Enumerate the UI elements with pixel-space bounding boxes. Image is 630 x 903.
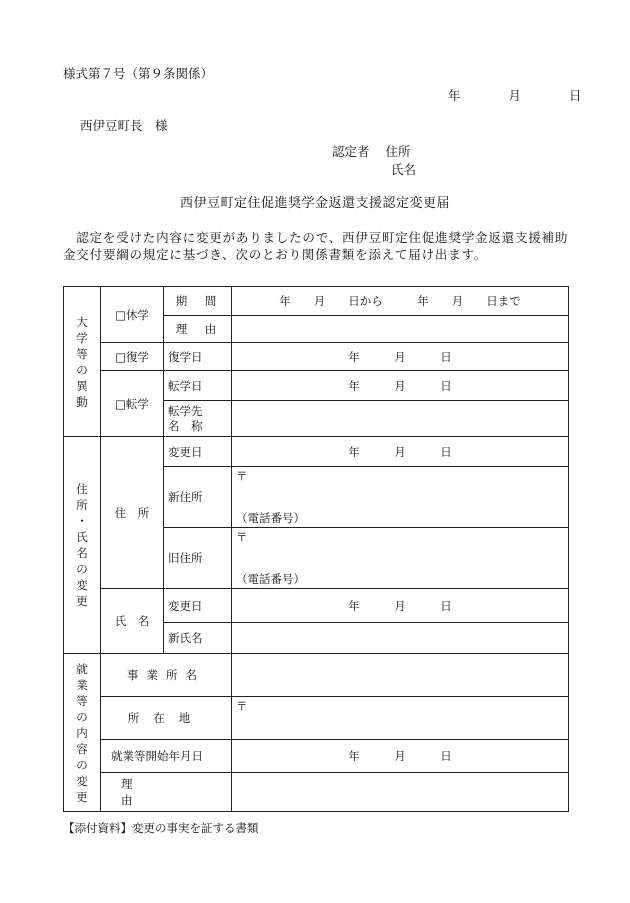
location-postal-mark: 〒 [236, 699, 248, 713]
new-postal-mark: 〒 [236, 469, 248, 483]
old-address-field[interactable] [232, 528, 569, 589]
old-phone-label: （電話番号） [236, 572, 305, 586]
transfer-dest-label: 転学先 名 称 [164, 401, 232, 437]
leave-period-field[interactable]: 年 月 日から 年 月 日まで [232, 287, 569, 316]
employment-reason-label: 理由 [101, 773, 232, 812]
name-change-date-label: 変更日 [164, 589, 232, 623]
new-name-field[interactable] [232, 623, 569, 654]
return-date-field[interactable]: 年 月 日 [232, 343, 569, 371]
applicant-name-label: 氏名 [391, 162, 417, 177]
leave-period-label: 期 間 [164, 287, 232, 316]
section-heading-university: 大 学 等 の 異 動 [64, 287, 101, 437]
change-form-table [63, 286, 569, 812]
transfer-date-field[interactable]: 年 月 日 [232, 371, 569, 401]
leave-reason-label: 理 由 [164, 316, 232, 343]
date-day: 日 [568, 88, 582, 103]
return-checkbox[interactable]: □復学 [101, 343, 164, 371]
name-label: 氏 名 [101, 589, 164, 654]
attachment-note: 【添付資料】変更の事実を証する書類 [63, 821, 259, 835]
applicant-label: 認定者 [332, 144, 370, 159]
addressee: 西伊豆町長 様 [80, 118, 168, 133]
old-address-label: 旧住所 [164, 528, 232, 589]
new-name-label: 新氏名 [164, 623, 232, 654]
applicant-address-label: 住所 [385, 144, 411, 159]
return-date-label: 復学日 [164, 343, 232, 371]
address-change-date-label: 変更日 [164, 437, 232, 467]
location-label: 所在地 [101, 697, 232, 740]
date-month: 月 [508, 88, 521, 103]
employment-reason-field[interactable] [232, 773, 569, 812]
location-field[interactable] [232, 697, 569, 740]
document-title: 西伊豆町定住促進奨学金返還支援認定変更届 [179, 196, 450, 211]
leave-reason-field[interactable] [232, 316, 569, 343]
name-change-date-field[interactable]: 年 月 日 [232, 589, 569, 623]
old-postal-mark: 〒 [236, 530, 248, 544]
office-name-field[interactable] [232, 654, 569, 697]
address-change-date-field[interactable]: 年 月 日 [232, 437, 569, 467]
new-address-label: 新住所 [164, 467, 232, 528]
applicant-block [332, 143, 416, 179]
date-year: 年 [448, 88, 461, 103]
address-label: 住 所 [101, 437, 164, 589]
start-date-field[interactable]: 年 月 日 [232, 740, 569, 773]
office-name-label: 事業所名 [101, 654, 232, 697]
section-heading-employment: 就 業 等 の 内 容 の 変 更 [64, 654, 101, 812]
submission-date [448, 86, 581, 104]
start-date-label: 就業等開始年月日 [101, 740, 232, 773]
form-id: 様式第７号（第９条関係） [63, 66, 214, 81]
transfer-checkbox[interactable]: □転学 [101, 371, 164, 437]
transfer-date-label: 転学日 [164, 371, 232, 401]
leave-checkbox[interactable]: □休学 [101, 287, 164, 343]
section-heading-address-name: 住 所 ・ 氏 名 の 変 更 [64, 437, 101, 654]
new-phone-label: （電話番号） [236, 511, 305, 525]
body-text: 認定を受けた内容に変更がありましたので、西伊豆町定住促進奨学金返還支援補助金交付要綱の規定に基づき、次のとおり関係書類を添えて届け出ます。 [63, 230, 569, 262]
new-address-field[interactable] [232, 467, 569, 528]
transfer-dest-field[interactable] [232, 401, 569, 437]
